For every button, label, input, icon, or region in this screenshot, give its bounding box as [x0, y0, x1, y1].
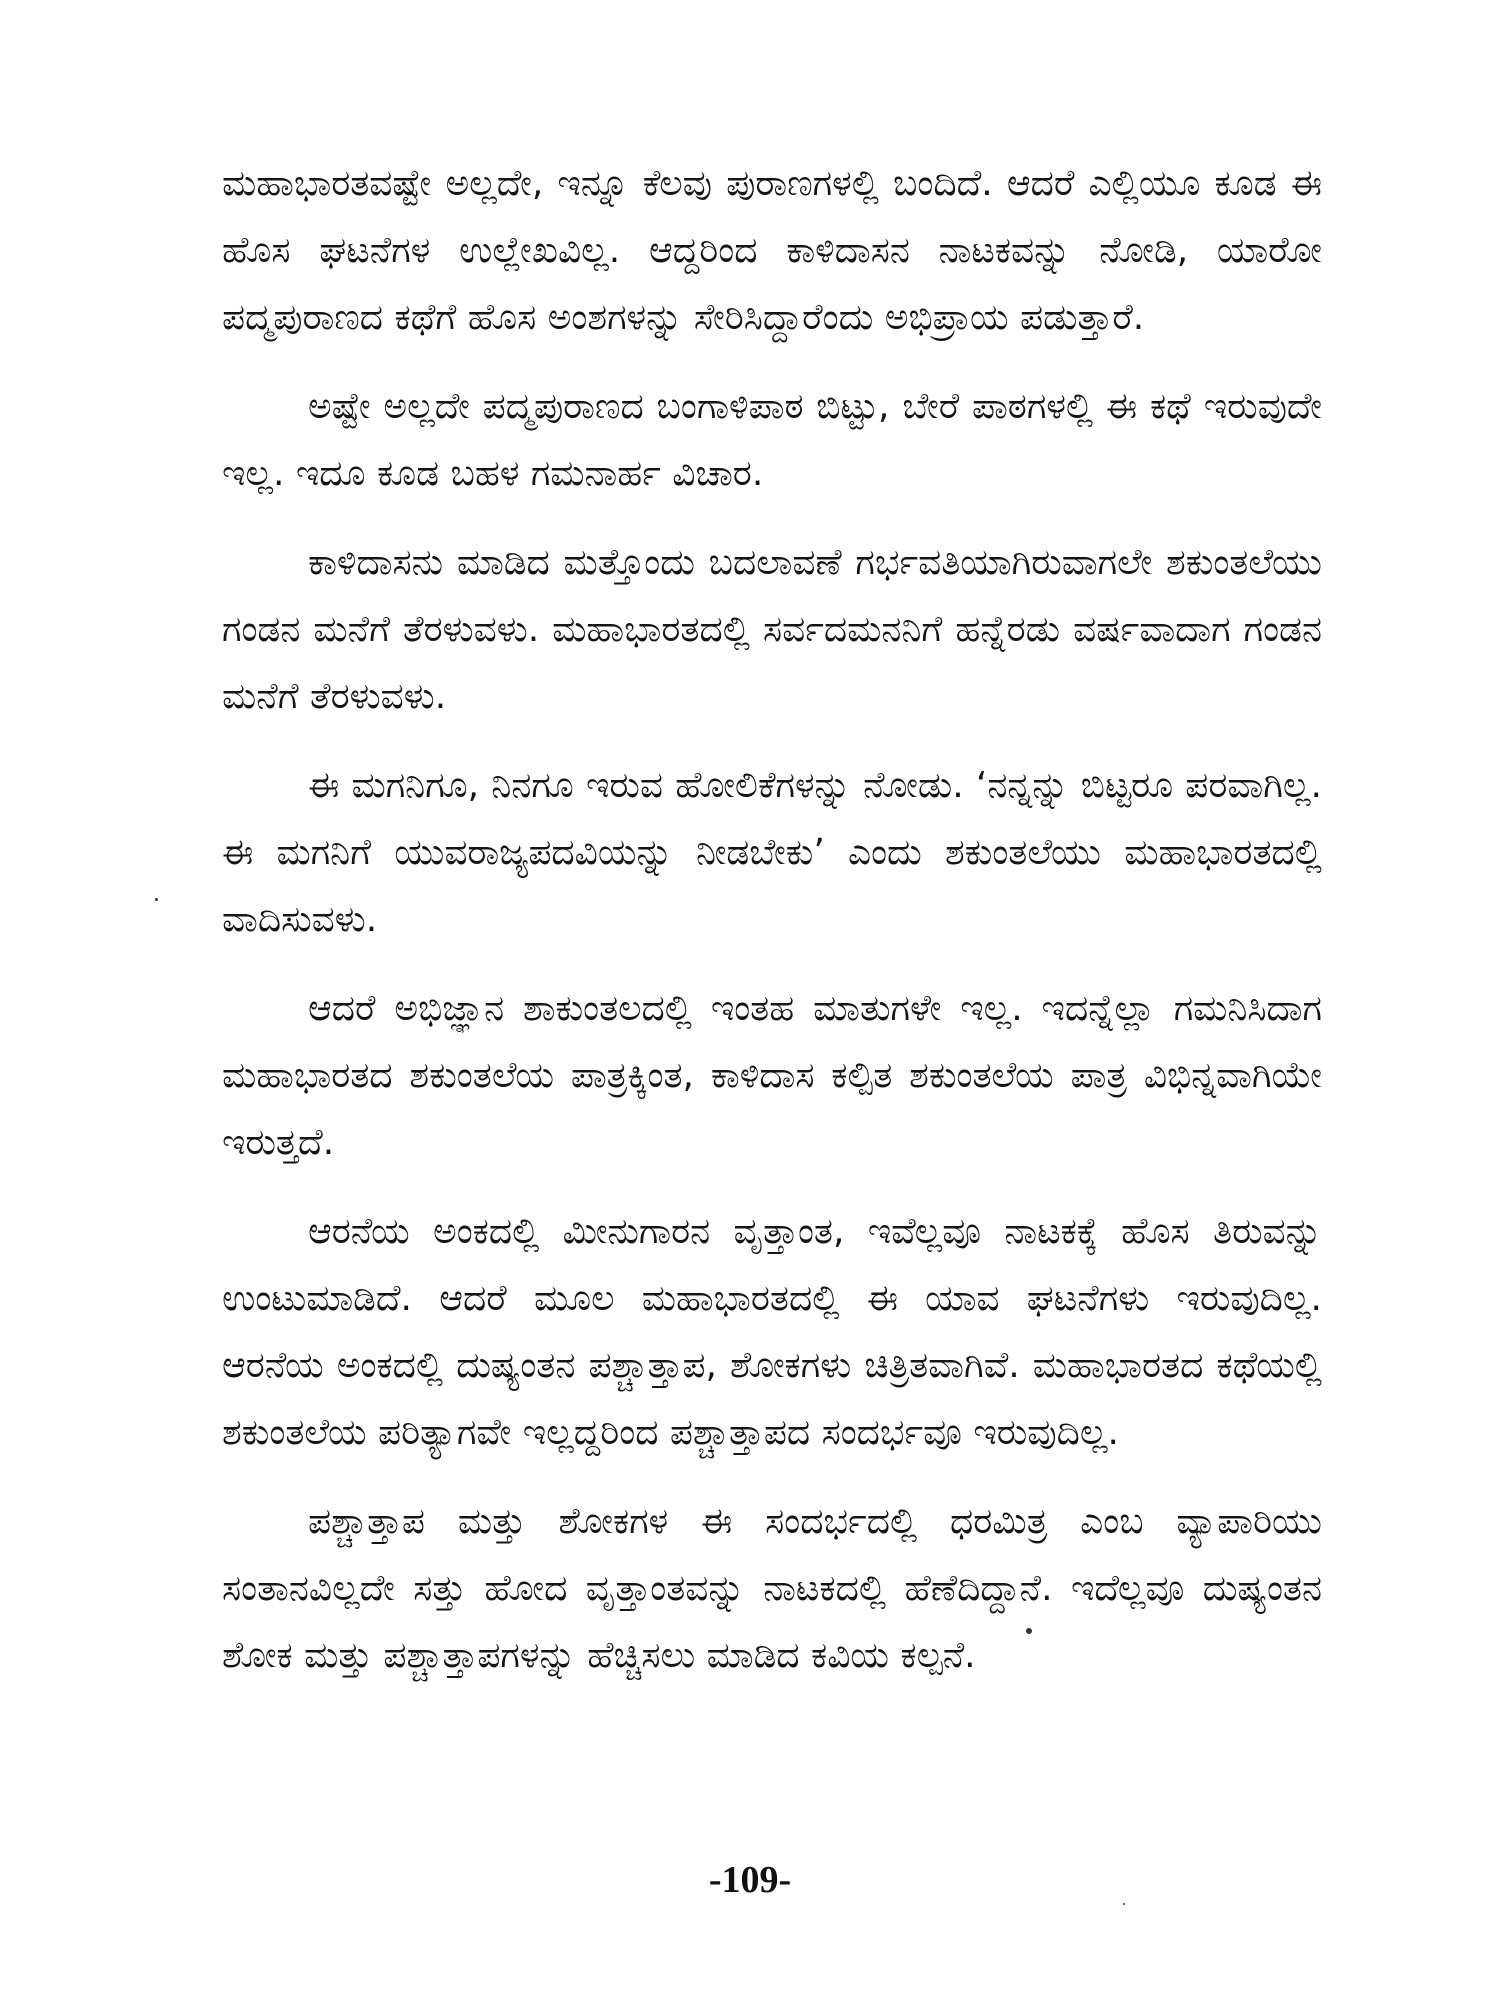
paragraph-1: ಮಹಾಭಾರತವಷ್ಟೇ ಅಲ್ಲದೇ, ಇನ್ನೂ ಕೆಲವು ಪುರಾಣಗಳಲ್ಲಿ ಬಂದಿದೆ. ಆದರೆ ಎಲ್ಲಿಯೂ ಕೂಡ ಈ ಹೊಸ ಘಟನೆಗಳ ಉಲ್ಲೇಖವಿಲ್ಲ. ಆದ್ದರಿಂದ ಕಾಳಿದಾಸನ ನಾಟಕವನ್ನು ನೋಡಿ, ಯಾರೋ ಪದ್ಮಪುರಾಣದ ಕಥೆಗೆ ಹೊಸ ಅಂಶಗಳನ್ನು ಸೇರಿಸಿದ್ದಾರೆಂದು ಅಭಿಪ್ರಾಯ ಪಡುತ್ತಾರೆ.: [222, 163, 1322, 338]
scan-speck: [1123, 1903, 1125, 1905]
body-text: [222, 150, 1322, 1711]
scan-speck: [1026, 1628, 1032, 1634]
scan-speck: [155, 898, 158, 901]
paragraph-7: ಪಶ್ಚಾತ್ತಾಪ ಮತ್ತು ಶೋಕಗಳ ಈ ಸಂದರ್ಭದಲ್ಲಿ ಧರಮಿತ್ರ ಎಂಬ ವ್ಯಾಪಾರಿಯು ಸಂತಾನವಿಲ್ಲದೇ ಸತ್ತು ಹೋದ ವೃತ್ತಾಂತವನ್ನು ನಾಟಕದಲ್ಲಿ ಹೆಣೆದಿದ್ದಾನೆ. ಇದೆಲ್ಲವೂ ದುಷ್ಯಂತನ ಶೋಕ ಮತ್ತು ಪಶ್ಚಾತ್ತಾಪಗಳನ್ನು ಹೆಚ್ಚಿಸಲು ಮಾಡಿದ ಕವಿಯ ಕಲ್ಪನೆ.: [222, 1501, 1322, 1676]
paragraph-6: ಆರನೆಯ ಅಂಕದಲ್ಲಿ ಮೀನುಗಾರನ ವೃತ್ತಾಂತ, ಇವೆಲ್ಲವೂ ನಾಟಕಕ್ಕೆ ಹೊಸ ತಿರುವನ್ನು ಉಂಟುಮಾಡಿದೆ. ಆದರೆ ಮೂಲ ಮಹಾಭಾರತದಲ್ಲಿ ಈ ಯಾವ ಘಟನೆಗಳು ಇರುವುದಿಲ್ಲ. ಆರನೆಯ ಅಂಕದಲ್ಲಿ ದುಷ್ಯಂತನ ಪಶ್ಚಾತ್ತಾಪ, ಶೋಕಗಳು ಚಿತ್ರಿತವಾಗಿವೆ. ಮಹಾಭಾರತದ ಕಥೆಯಲ್ಲಿ ಶಕುಂತಲೆಯ ಪರಿತ್ಯಾಗವೇ ಇಲ್ಲದ್ದರಿಂದ ಪಶ್ಚಾತ್ತಾಪದ ಸಂದರ್ಭವೂ ಇರುವುದಿಲ್ಲ.: [222, 1211, 1322, 1453]
paragraph-4: ಈ ಮಗನಿಗೂ, ನಿನಗೂ ಇರುವ ಹೋಲಿಕೆಗಳನ್ನು ನೋಡು. ‘ನನ್ನನ್ನು ಬಿಟ್ಟರೂ ಪರವಾಗಿಲ್ಲ. ಈ ಮಗನಿಗೆ ಯುವರಾಜ್ಯಪದವಿಯನ್ನು ನೀಡಬೇಕು’ ಎಂದು ಶಕುಂತಲೆಯು ಮಹಾಭಾರತದಲ್ಲಿ ವಾದಿಸುವಳು.: [222, 765, 1322, 940]
page-number: -109-: [708, 1859, 792, 1901]
paragraph-3: ಕಾಳಿದಾಸನು ಮಾಡಿದ ಮತ್ತೊಂದು ಬದಲಾವಣೆ ಗರ್ಭವತಿಯಾಗಿರುವಾಗಲೇ ಶಕುಂತಲೆಯು ಗಂಡನ ಮನೆಗೆ ತೆರಳುವಳು. ಮಹಾಭಾರತದಲ್ಲಿ ಸರ್ವದಮನನಿಗೆ ಹನ್ನೆರಡು ವರ್ಷವಾದಾಗ ಗಂಡನ ಮನೆಗೆ ತೆರಳುವಳು.: [222, 542, 1322, 717]
paragraph-5: ಆದರೆ ಅಭಿಜ್ಞಾನ ಶಾಕುಂತಲದಲ್ಲಿ ಇಂತಹ ಮಾತುಗಳೇ ಇಲ್ಲ. ಇದನ್ನೆಲ್ಲಾ ಗಮನಿಸಿದಾಗ ಮಹಾಭಾರತದ ಶಕುಂತಲೆಯ ಪಾತ್ರಕ್ಕಿಂತ, ಕಾಳಿದಾಸ ಕಲ್ಪಿತ ಶಕುಂತಲೆಯ ಪಾತ್ರ ವಿಭಿನ್ನವಾಗಿಯೇ ಇರುತ್ತದೆ.: [222, 988, 1322, 1163]
paragraph-2: ಅಷ್ಟೇ ಅಲ್ಲದೇ ಪದ್ಮಪುರಾಣದ ಬಂಗಾಳಿಪಾಠ ಬಿಟ್ಟು, ಬೇರೆ ಪಾಠಗಳಲ್ಲಿ ಈ ಕಥೆ ಇರುವುದೇ ಇಲ್ಲ. ಇದೂ ಕೂಡ ಬಹಳ ಗಮನಾರ್ಹ ವಿಚಾರ.: [222, 386, 1322, 494]
